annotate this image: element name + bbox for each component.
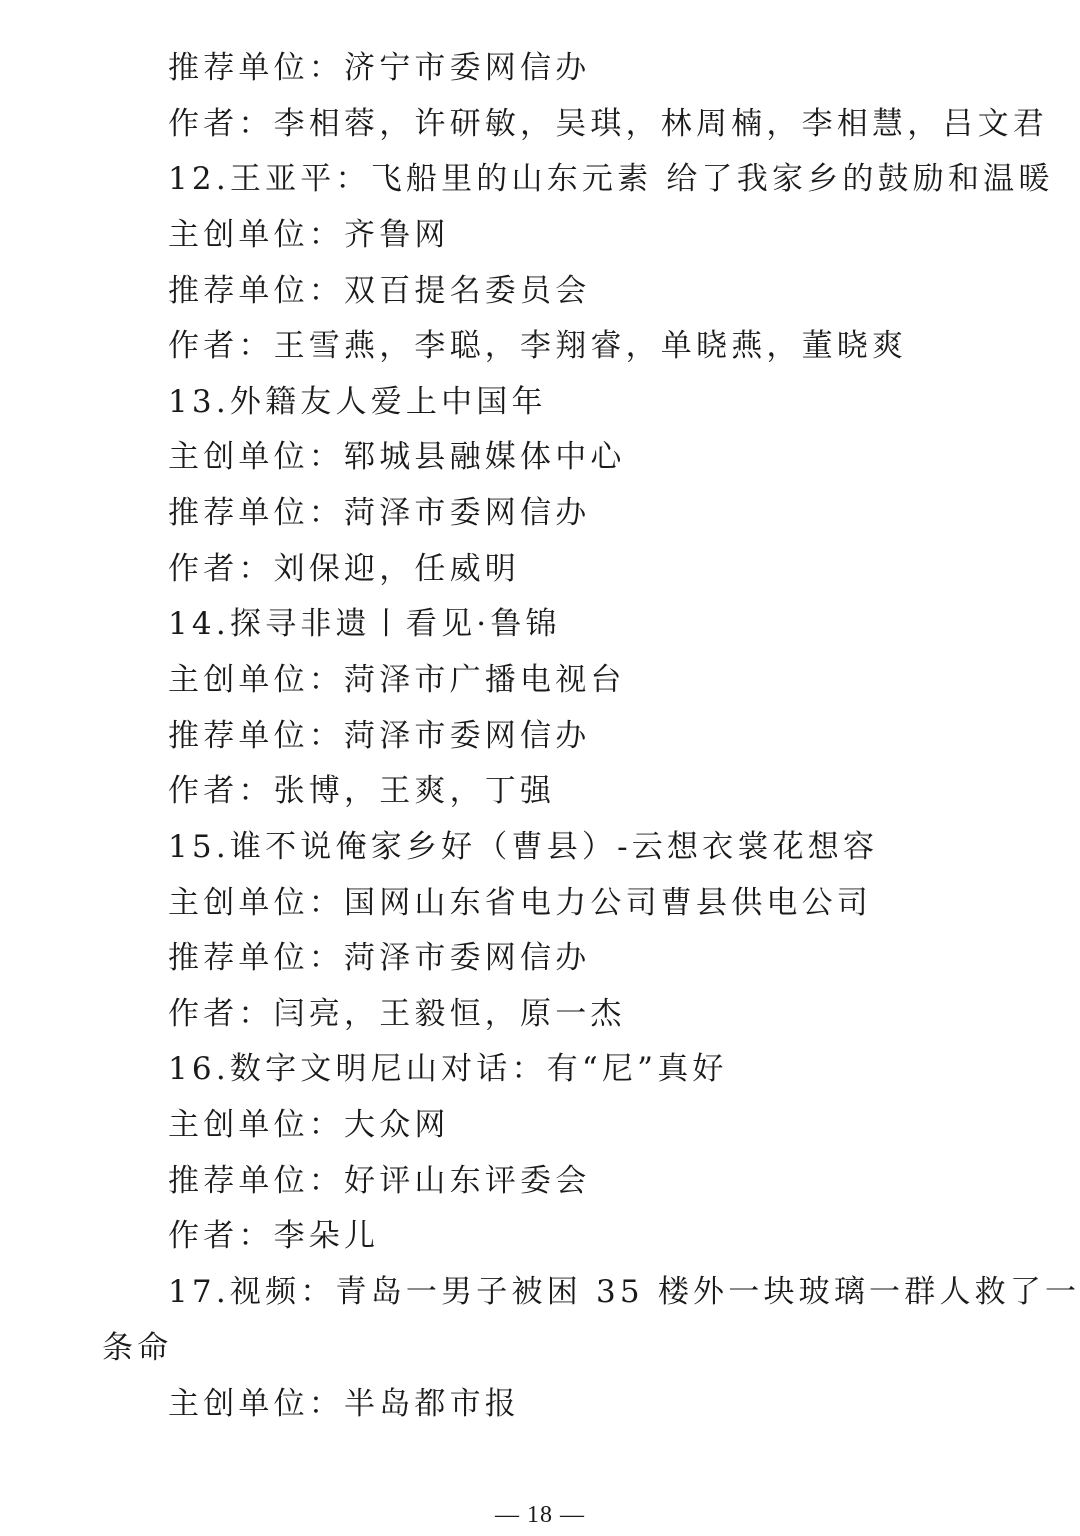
text-line: 推荐单位：菏泽市委网信办 xyxy=(168,495,591,531)
item-title-17: 17.视频：青岛一男子被困 35 楼外一块玻璃一群人救了一 xyxy=(168,1274,1080,1310)
text-line: 作者：李相蓉，许研敏，吴琪，林周楠，李相慧，吕文君 xyxy=(168,106,1048,142)
text-line: 推荐单位：菏泽市委网信办 xyxy=(168,940,591,976)
text-line: 作者：刘保迎，任威明 xyxy=(168,551,520,587)
item-title-17-continued: 条命 xyxy=(102,1330,173,1366)
text-line: 作者：张博，王爽，丁强 xyxy=(168,773,556,809)
text-line: 主创单位：菏泽市广播电视台 xyxy=(168,662,626,698)
item-title-16: 16.数字文明尼山对话：有“尼”真好 xyxy=(168,1051,728,1087)
text-line: 主创单位：郓城县融媒体中心 xyxy=(168,439,626,475)
text-line: 推荐单位：双百提名委员会 xyxy=(168,273,591,309)
text-line: 主创单位：半岛都市报 xyxy=(168,1386,520,1422)
item-title-12: 12.王亚平：飞船里的山东元素 给了我家乡的鼓励和温暖 xyxy=(168,161,1054,197)
text-line: 推荐单位：菏泽市委网信办 xyxy=(168,718,591,754)
text-line: 主创单位：国网山东省电力公司曹县供电公司 xyxy=(168,885,872,921)
text-line: 主创单位：大众网 xyxy=(168,1107,450,1143)
text-line: 作者：李朵儿 xyxy=(168,1218,380,1254)
text-line: 作者：闫亮，王毅恒，原一杰 xyxy=(168,996,626,1032)
text-line: 推荐单位：济宁市委网信办 xyxy=(168,50,591,86)
text-line: 作者：王雪燕，李聪，李翔睿，单晓燕，董晓爽 xyxy=(168,328,908,364)
item-title-15: 15.谁不说俺家乡好（曹县）-云想衣裳花想容 xyxy=(168,829,879,865)
page-number: — 18 — xyxy=(495,1502,585,1528)
text-line: 推荐单位：好评山东评委会 xyxy=(168,1163,591,1199)
text-line: 主创单位：齐鲁网 xyxy=(168,217,450,253)
item-title-13: 13.外籍友人爱上中国年 xyxy=(168,384,547,420)
item-title-14: 14.探寻非遗丨看见·鲁锦 xyxy=(168,606,561,642)
